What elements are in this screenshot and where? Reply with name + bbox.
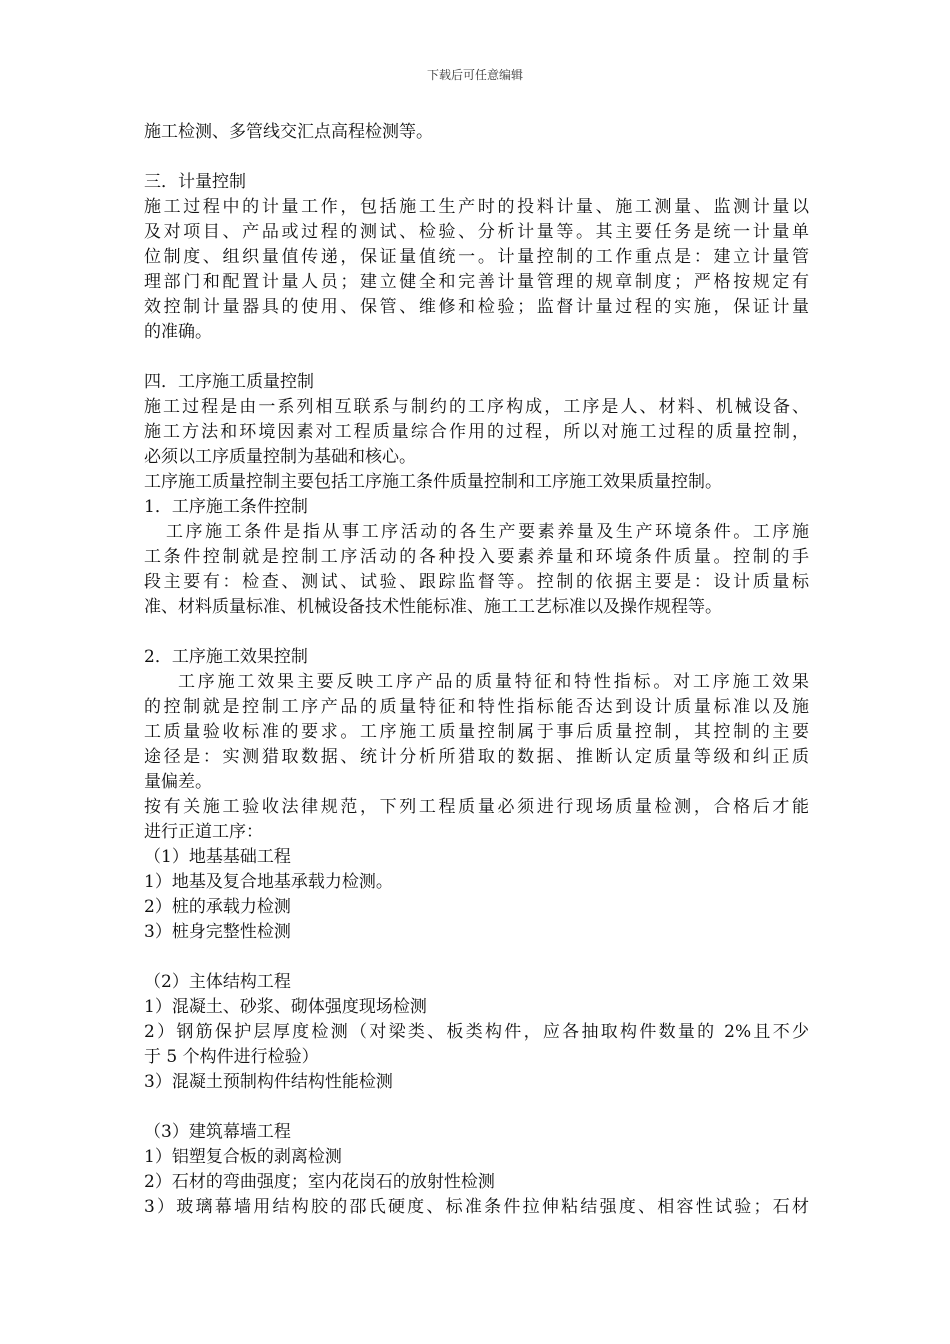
text-line: 理部门和配置计量人员；建立健全和完善计量管理的规章制度；严格按规定有	[144, 272, 809, 292]
text-line: 施工过程是由一系列相互联系与制约的工序构成，工序是人、材料、机械设备、	[144, 397, 809, 417]
subsection-heading: 2．工序施工效果控制	[144, 647, 308, 667]
text-line: 工序施工条件是指从事工序活动的各生产要素养量及生产环境条件。工序施	[166, 522, 809, 542]
list-item: 2）钢筋保护层厚度检测（对梁类、板类构件，应各抽取构件数量的 2%且不少	[144, 1022, 809, 1042]
text-line: 工质量验收标准的要求。工序施工质量控制属于事后质量控制，其控制的主要	[144, 722, 809, 742]
list-item: 3）玻璃幕墙用结构胶的邵氏硬度、标准条件拉伸粘结强度、相容性试验；石材	[144, 1197, 809, 1217]
text-line: 量偏差。	[144, 772, 212, 792]
section-heading: 四．工序施工质量控制	[144, 372, 314, 392]
text-line: 工条件控制就是控制工序活动的各种投入要素养量和环境条件质量。控制的手	[144, 547, 809, 567]
list-item: 1）铝塑复合板的剥离检测	[144, 1147, 342, 1167]
list-item: 3）桩身完整性检测	[144, 922, 291, 942]
text-line: 施工过程中的计量工作，包括施工生产时的投料计量、施工测量、监测计量以	[144, 197, 809, 217]
text-line: 工序施工质量控制主要包括工序施工条件质量控制和工序施工效果质量控制。	[144, 472, 722, 492]
list-heading: （1）地基基础工程	[144, 847, 291, 867]
text-line: 的准确。	[144, 322, 212, 342]
text-line: 准、材料质量标准、机械设备技术性能标准、施工工艺标准以及操作规程等。	[144, 597, 722, 617]
section-heading: 三．计量控制	[144, 172, 246, 192]
blank-line	[144, 620, 809, 645]
text-line: 段主要有：检查、测试、试验、跟踪监督等。控制的依据主要是：设计质量标	[144, 572, 809, 592]
text-line: 进行正道工序：	[144, 822, 263, 842]
list-item: 1）地基及复合地基承载力检测。	[144, 872, 393, 892]
text-line: 及对项目、产品或过程的测试、检验、分析计量等。其主要任务是统一计量单	[144, 222, 809, 242]
text-line: 的控制就是控制工序产品的质量特征和特性指标能否达到设计质量标准以及施	[144, 697, 809, 717]
list-heading: （3）建筑幕墙工程	[144, 1122, 291, 1142]
list-item: 于 5 个构件进行检验）	[144, 1047, 319, 1067]
list-item: 2）桩的承载力检测	[144, 897, 291, 917]
text-line: 途径是：实测猎取数据、统计分析所猎取的数据、推断认定质量等级和纠正质	[144, 747, 809, 767]
text-line: 按有关施工验收法律规范，下列工程质量必须进行现场质量检测，合格后才能	[144, 797, 809, 817]
list-heading: （2）主体结构工程	[144, 972, 291, 992]
text-line: 位制度、组织量值传递，保证量值统一。计量控制的工作重点是：建立计量管	[144, 247, 809, 267]
blank-line	[144, 145, 809, 170]
text-line: 施工检测、多管线交汇点高程检测等。	[144, 122, 433, 142]
list-item: 2）石材的弯曲强度；室内花岗石的放射性检测	[144, 1172, 495, 1192]
blank-line	[144, 345, 809, 370]
text-line: 必须以工序质量控制为基础和核心。	[144, 447, 416, 467]
list-item: 1）混凝土、砂浆、砌体强度现场检测	[144, 997, 427, 1017]
text-line: 施工方法和环境因素对工程质量综合作用的过程，所以对施工过程的质量控制，	[144, 422, 809, 442]
page-header: 下载后可任意编辑	[426, 68, 523, 82]
subsection-heading: 1．工序施工条件控制	[144, 497, 308, 517]
list-item: 3）混凝土预制构件结构性能检测	[144, 1072, 393, 1092]
document-body	[144, 120, 809, 1220]
text-line: 工序施工效果主要反映工序产品的质量特征和特性指标。对工序施工效果	[178, 672, 809, 692]
text-line: 效控制计量器具的使用、保管、维修和检验；监督计量过程的实施，保证计量	[144, 297, 809, 317]
blank-line	[144, 1095, 809, 1120]
blank-line	[144, 945, 809, 970]
